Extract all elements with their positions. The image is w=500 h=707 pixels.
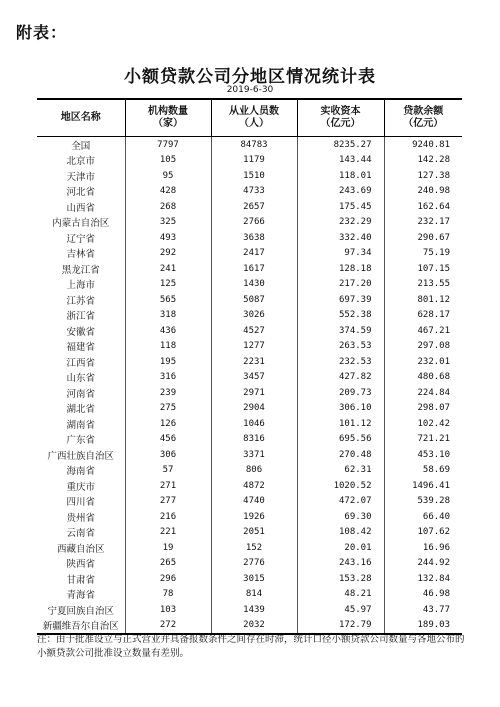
- table-row: [37, 587, 462, 603]
- cell-loan-balance: 467.21: [384, 323, 462, 339]
- cell-paid-in-capital: 263.53: [297, 339, 384, 355]
- cell-paid-in-capital: 472.07: [297, 494, 384, 510]
- cell-region: 广东省: [66, 435, 95, 447]
- table-row: [37, 277, 462, 293]
- cell-institutions: 216: [125, 509, 211, 525]
- cell-institutions: 221: [125, 525, 211, 541]
- table-row: [37, 199, 462, 215]
- table-row: [37, 308, 462, 324]
- cell-paid-in-capital: 143.44: [297, 153, 384, 169]
- cell-paid-in-capital: 45.97: [297, 602, 384, 618]
- table-row: [37, 168, 462, 184]
- table-row: [37, 478, 462, 494]
- table-row: [37, 261, 462, 277]
- table-row: [37, 618, 462, 635]
- header-employees-unit: （人）: [239, 118, 269, 129]
- cell-region: 湖北省: [66, 404, 95, 416]
- table-row: [37, 463, 462, 479]
- cell-loan-balance: 66.40: [384, 509, 462, 525]
- cell-paid-in-capital: 153.28: [297, 571, 384, 587]
- table-row: [37, 184, 462, 200]
- cell-region: 浙江省: [66, 311, 95, 323]
- cell-loan-balance: 290.67: [384, 230, 462, 246]
- cell-loan-balance: 801.12: [384, 292, 462, 308]
- cell-loan-balance: 297.08: [384, 339, 462, 355]
- cell-region: 河北省: [66, 187, 95, 199]
- cell-paid-in-capital: 243.69: [297, 184, 384, 200]
- cell-institutions: 428: [125, 184, 211, 200]
- cell-region: 黑龙江省: [61, 264, 100, 276]
- cell-employees: 8316: [211, 432, 297, 448]
- cell-region: 湖南省: [66, 419, 95, 431]
- cell-institutions: 306: [125, 447, 211, 463]
- header-employees-label: 从业人员数: [229, 106, 279, 117]
- cell-employees: 4872: [211, 478, 297, 494]
- cell-region: 江西省: [66, 357, 95, 369]
- cell-region: 广西壮族自治区: [47, 450, 114, 462]
- cell-institutions: 241: [125, 261, 211, 277]
- cell-paid-in-capital: 697.39: [297, 292, 384, 308]
- cell-paid-in-capital: 552.38: [297, 308, 384, 324]
- cell-region: 宁夏回族自治区: [47, 605, 114, 617]
- cell-loan-balance: 132.84: [384, 571, 462, 587]
- cell-paid-in-capital: 209.73: [297, 385, 384, 401]
- cell-paid-in-capital: 427.82: [297, 370, 384, 386]
- cell-region: 青海省: [66, 590, 95, 602]
- cell-region: 贵州省: [66, 512, 95, 524]
- cell-institutions: 78: [125, 587, 211, 603]
- cell-loan-balance: 189.03: [384, 618, 462, 635]
- table-row: [37, 339, 462, 355]
- cell-institutions: 126: [125, 416, 211, 432]
- table-row: [37, 494, 462, 510]
- header-paid-in-capital-unit: （亿元）: [320, 118, 361, 129]
- cell-institutions: 57: [125, 463, 211, 479]
- cell-institutions: 456: [125, 432, 211, 448]
- cell-employees: 2766: [211, 215, 297, 231]
- cell-paid-in-capital: 374.59: [297, 323, 384, 339]
- cell-paid-in-capital: 128.18: [297, 261, 384, 277]
- cell-employees: 1179: [211, 153, 297, 169]
- cell-employees: 806: [211, 463, 297, 479]
- cell-loan-balance: 9240.81: [384, 137, 462, 153]
- cell-employees: 2032: [211, 618, 297, 635]
- header-loan-balance-unit: （亿元）: [403, 118, 444, 129]
- cell-loan-balance: 244.92: [384, 556, 462, 572]
- header-region-label: 地区名称: [60, 112, 101, 123]
- cell-paid-in-capital: 118.01: [297, 168, 384, 184]
- cell-employees: 1510: [211, 168, 297, 184]
- table-body: [37, 137, 462, 635]
- cell-institutions: 272: [125, 618, 211, 635]
- cell-region: 全国: [71, 140, 91, 152]
- cell-loan-balance: 102.42: [384, 416, 462, 432]
- header-region: [37, 99, 125, 137]
- cell-employees: 4733: [211, 184, 297, 200]
- cell-employees: 2051: [211, 525, 297, 541]
- cell-loan-balance: 107.62: [384, 525, 462, 541]
- cell-paid-in-capital: 108.42: [297, 525, 384, 541]
- cell-employees: 1617: [211, 261, 297, 277]
- table-row: [37, 447, 462, 463]
- cell-paid-in-capital: 175.45: [297, 199, 384, 215]
- cell-employees: 5087: [211, 292, 297, 308]
- cell-paid-in-capital: 232.53: [297, 354, 384, 370]
- table-header-row: [37, 99, 462, 137]
- cell-region: 四川省: [66, 497, 95, 509]
- table-row: [37, 137, 462, 153]
- cell-paid-in-capital: 62.31: [297, 463, 384, 479]
- cell-paid-in-capital: 8235.27: [297, 137, 384, 153]
- cell-region: 河南省: [66, 388, 95, 400]
- table-row: [37, 153, 462, 169]
- header-loan-balance-label: 贷款余额: [403, 106, 444, 117]
- table-row: [37, 571, 462, 587]
- cell-institutions: 95: [125, 168, 211, 184]
- cell-paid-in-capital: 1020.52: [297, 478, 384, 494]
- cell-employees: 2776: [211, 556, 297, 572]
- cell-region: 云南省: [66, 528, 95, 540]
- cell-institutions: 239: [125, 385, 211, 401]
- cell-employees: 2971: [211, 385, 297, 401]
- cell-employees: 2904: [211, 401, 297, 417]
- cell-loan-balance: 142.28: [384, 153, 462, 169]
- cell-institutions: 125: [125, 277, 211, 293]
- table-row: [37, 509, 462, 525]
- cell-institutions: 436: [125, 323, 211, 339]
- cell-paid-in-capital: 232.29: [297, 215, 384, 231]
- cell-loan-balance: 107.15: [384, 261, 462, 277]
- cell-employees: 3015: [211, 571, 297, 587]
- table-title: 小额贷款公司分地区情况统计表: [124, 67, 376, 87]
- cell-institutions: 565: [125, 292, 211, 308]
- cell-loan-balance: 232.01: [384, 354, 462, 370]
- header-employees: [211, 99, 297, 137]
- cell-loan-balance: 628.17: [384, 308, 462, 324]
- cell-institutions: 7797: [125, 137, 211, 153]
- cell-region: 上海市: [66, 280, 95, 292]
- cell-institutions: 325: [125, 215, 211, 231]
- cell-loan-balance: 224.84: [384, 385, 462, 401]
- cell-region: 安徽省: [66, 326, 95, 338]
- cell-employees: 152: [211, 540, 297, 556]
- cell-employees: 3457: [211, 370, 297, 386]
- cell-region: 陕西省: [66, 559, 95, 571]
- header-institutions-unit: （家）: [153, 118, 183, 129]
- cell-region: 辽宁省: [66, 233, 95, 245]
- cell-loan-balance: 232.17: [384, 215, 462, 231]
- cell-institutions: 318: [125, 308, 211, 324]
- cell-employees: 1439: [211, 602, 297, 618]
- cell-loan-balance: 58.69: [384, 463, 462, 479]
- cell-employees: 1430: [211, 277, 297, 293]
- footnote: 注：由于批准设立与正式营业并具备报数条件之间存在时滞，统计口径小额贷款公司数量与各地公布的小额贷款公司批准设立数量有差别。: [37, 634, 465, 659]
- cell-region: 甘肃省: [66, 574, 95, 586]
- cell-institutions: 118: [125, 339, 211, 355]
- cell-paid-in-capital: 48.21: [297, 587, 384, 603]
- cell-paid-in-capital: 306.10: [297, 401, 384, 417]
- cell-loan-balance: 43.77: [384, 602, 462, 618]
- cell-institutions: 271: [125, 478, 211, 494]
- cell-employees: 3371: [211, 447, 297, 463]
- table-row: [37, 292, 462, 308]
- cell-loan-balance: 539.28: [384, 494, 462, 510]
- cell-institutions: 277: [125, 494, 211, 510]
- cell-region: 山西省: [66, 202, 95, 214]
- report-date: 2019-6-30: [226, 85, 274, 95]
- appendix-label: 附表：: [16, 23, 68, 42]
- cell-loan-balance: 480.68: [384, 370, 462, 386]
- table-row: [37, 230, 462, 246]
- cell-employees: 3026: [211, 308, 297, 324]
- table-row: [37, 556, 462, 572]
- header-paid-in-capital-label: 实收资本: [320, 106, 361, 117]
- cell-employees: 1277: [211, 339, 297, 355]
- cell-employees: 2231: [211, 354, 297, 370]
- cell-region: 吉林省: [66, 249, 95, 261]
- cell-loan-balance: 46.98: [384, 587, 462, 603]
- cell-paid-in-capital: 217.20: [297, 277, 384, 293]
- cell-region: 北京市: [66, 156, 95, 168]
- cell-loan-balance: 721.21: [384, 432, 462, 448]
- table-row: [37, 540, 462, 556]
- cell-region: 新疆维吾尔自治区: [37, 618, 125, 635]
- cell-paid-in-capital: 243.16: [297, 556, 384, 572]
- cell-employees: 4527: [211, 323, 297, 339]
- cell-employees: 2657: [211, 199, 297, 215]
- cell-region: 西藏自治区: [56, 543, 105, 555]
- table-row: [37, 370, 462, 386]
- cell-loan-balance: 162.64: [384, 199, 462, 215]
- header-institutions: [125, 99, 211, 137]
- table-row: [37, 432, 462, 448]
- cell-paid-in-capital: 69.30: [297, 509, 384, 525]
- cell-paid-in-capital: 270.48: [297, 447, 384, 463]
- cell-region: 内蒙古自治区: [52, 218, 110, 230]
- cell-institutions: 316: [125, 370, 211, 386]
- cell-loan-balance: 298.07: [384, 401, 462, 417]
- cell-employees: 1046: [211, 416, 297, 432]
- cell-loan-balance: 453.10: [384, 447, 462, 463]
- cell-loan-balance: 240.98: [384, 184, 462, 200]
- cell-region: 天津市: [66, 171, 95, 183]
- table-row: [37, 401, 462, 417]
- cell-region: 江苏省: [66, 295, 95, 307]
- header-paid-in-capital: [297, 99, 384, 137]
- table-row: [37, 323, 462, 339]
- cell-loan-balance: 213.55: [384, 277, 462, 293]
- cell-region: 海南省: [66, 466, 95, 478]
- cell-employees: 2417: [211, 246, 297, 262]
- cell-institutions: 195: [125, 354, 211, 370]
- cell-institutions: 103: [125, 602, 211, 618]
- table-row: [37, 246, 462, 262]
- cell-paid-in-capital: 172.79: [297, 618, 384, 635]
- header-loan-balance: [384, 99, 462, 137]
- cell-loan-balance: 127.38: [384, 168, 462, 184]
- cell-paid-in-capital: 695.56: [297, 432, 384, 448]
- cell-institutions: 105: [125, 153, 211, 169]
- cell-loan-balance: 16.96: [384, 540, 462, 556]
- table-row: [37, 215, 462, 231]
- cell-loan-balance: 75.19: [384, 246, 462, 262]
- table-row: [37, 416, 462, 432]
- table-row: [37, 385, 462, 401]
- table-row: [37, 602, 462, 618]
- cell-employees: 3638: [211, 230, 297, 246]
- cell-paid-in-capital: 101.12: [297, 416, 384, 432]
- cell-institutions: 296: [125, 571, 211, 587]
- cell-employees: 84783: [211, 137, 297, 153]
- cell-region: 福建省: [66, 342, 95, 354]
- table-row: [37, 354, 462, 370]
- cell-paid-in-capital: 332.40: [297, 230, 384, 246]
- cell-employees: 1926: [211, 509, 297, 525]
- cell-institutions: 493: [125, 230, 211, 246]
- cell-region: 重庆市: [66, 481, 95, 493]
- cell-institutions: 292: [125, 246, 211, 262]
- cell-employees: 4740: [211, 494, 297, 510]
- cell-institutions: 275: [125, 401, 211, 417]
- cell-loan-balance: 1496.41: [384, 478, 462, 494]
- cell-institutions: 19: [125, 540, 211, 556]
- table-row: [37, 525, 462, 541]
- cell-paid-in-capital: 20.01: [297, 540, 384, 556]
- header-institutions-label: 机构数量: [148, 106, 188, 117]
- cell-institutions: 268: [125, 199, 211, 215]
- statistics-table: [37, 98, 462, 635]
- cell-employees: 814: [211, 587, 297, 603]
- cell-region: 山东省: [66, 373, 95, 385]
- cell-paid-in-capital: 97.34: [297, 246, 384, 262]
- cell-institutions: 265: [125, 556, 211, 572]
